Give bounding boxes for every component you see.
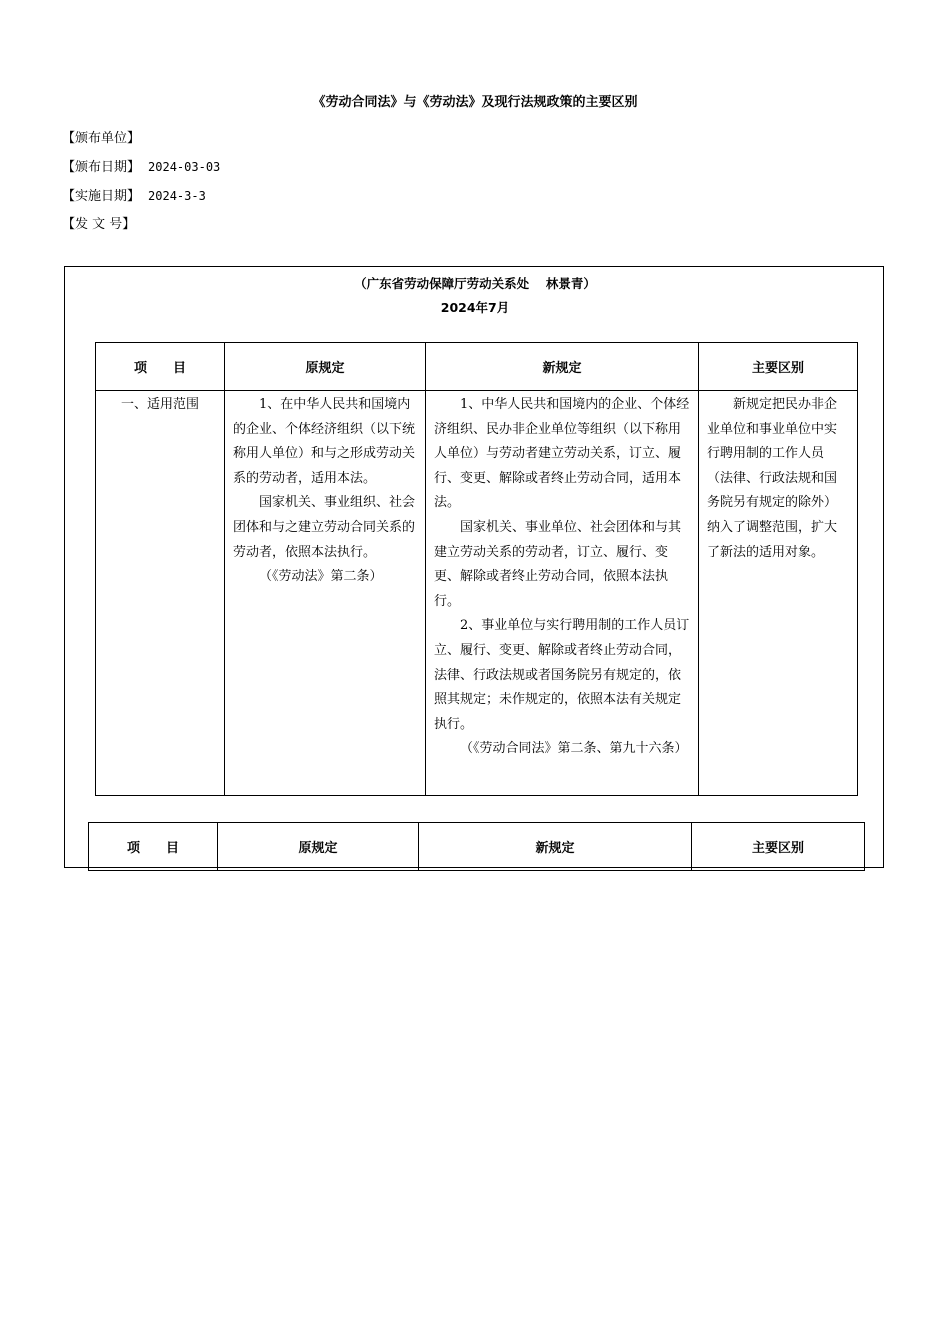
- new-rule-paragraph: 国家机关、事业单位、社会团体和与其建立劳动关系的劳动者，订立、履行、变更、解除或者终止劳动合同，依照本法执行。: [434, 519, 682, 609]
- content-frame: [64, 266, 884, 868]
- old-rule-paragraph: 国家机关、事业组织、社会团体和与之建立劳动合同关系的劳动者，依照本法执行。: [233, 495, 416, 560]
- row-item: 一、适用范围: [96, 391, 225, 796]
- old-rule-citation: （《劳动法》第二条）: [259, 569, 383, 585]
- meta-effective-date-value: 2024-3-3: [148, 189, 206, 203]
- new-rule-citation: （《劳动合同法》第二条、第九十六条）: [460, 741, 688, 757]
- table-header-row: [89, 823, 865, 871]
- document-title: 《劳动合同法》与《劳动法》及现行法规政策的主要区别: [312, 95, 638, 110]
- table-header-row: [96, 343, 858, 391]
- header-main-difference: 主要区别: [692, 823, 865, 871]
- header-item: 项 目: [96, 343, 225, 391]
- meta-issuer: [62, 130, 148, 147]
- header-item: 项 目: [89, 823, 218, 871]
- row-main-difference: [699, 391, 858, 796]
- meta-issue-date: [62, 159, 220, 176]
- comparison-table: [95, 342, 858, 796]
- meta-doc-no: [62, 216, 143, 233]
- header-old-rule: 原规定: [218, 823, 419, 871]
- row-old-rule: [225, 391, 426, 796]
- header-old-rule: 原规定: [225, 343, 426, 391]
- header-main-difference: 主要区别: [699, 343, 858, 391]
- old-rule-paragraph: 1、在中华人民共和国境内的企业、个体经济组织（以下统称用人单位）和与之形成劳动关系的劳动者，适用本法。: [233, 397, 416, 486]
- new-rule-paragraph: 2、事业单位与实行聘用制的工作人员订立、履行、变更、解除或者终止劳动合同，法律、行政法规或者国务院另有规定的，依照其规定；未作规定的，依照本法有关规定执行。: [434, 618, 690, 732]
- row-new-rule: [426, 391, 699, 796]
- meta-doc-no-label: 【发 文 号】: [62, 217, 136, 232]
- meta-issue-date-value: 2024-03-03: [148, 160, 221, 174]
- new-rule-paragraph: 1、中华人民共和国境内的企业、个体经济组织、民办非企业单位等组织（以下称用人单位）与劳动者建立劳动关系，订立、履行、变更、解除或者终止劳动合同，适用本法。: [434, 397, 690, 511]
- difference-paragraph: 新规定把民办非企业单位和事业单位中实行聘用制的工作人员（法律、行政法规和国务院另有规定的除外）纳入了调整范围，扩大了新法的适用对象。: [707, 397, 838, 560]
- author-line: （广东省劳动保障厅劳动关系处 林景青）: [354, 276, 596, 291]
- header-new-rule: 新规定: [419, 823, 692, 871]
- table-row: [96, 391, 858, 796]
- meta-issuer-label: 【颁布单位】: [62, 131, 141, 146]
- header-new-rule: 新规定: [426, 343, 699, 391]
- meta-issue-date-label: 【颁布日期】: [62, 160, 141, 175]
- meta-effective-date-label: 【实施日期】: [62, 189, 141, 204]
- date-line: 2024年7月: [440, 300, 510, 315]
- meta-effective-date: [62, 188, 206, 205]
- comparison-table-continued: [88, 822, 865, 871]
